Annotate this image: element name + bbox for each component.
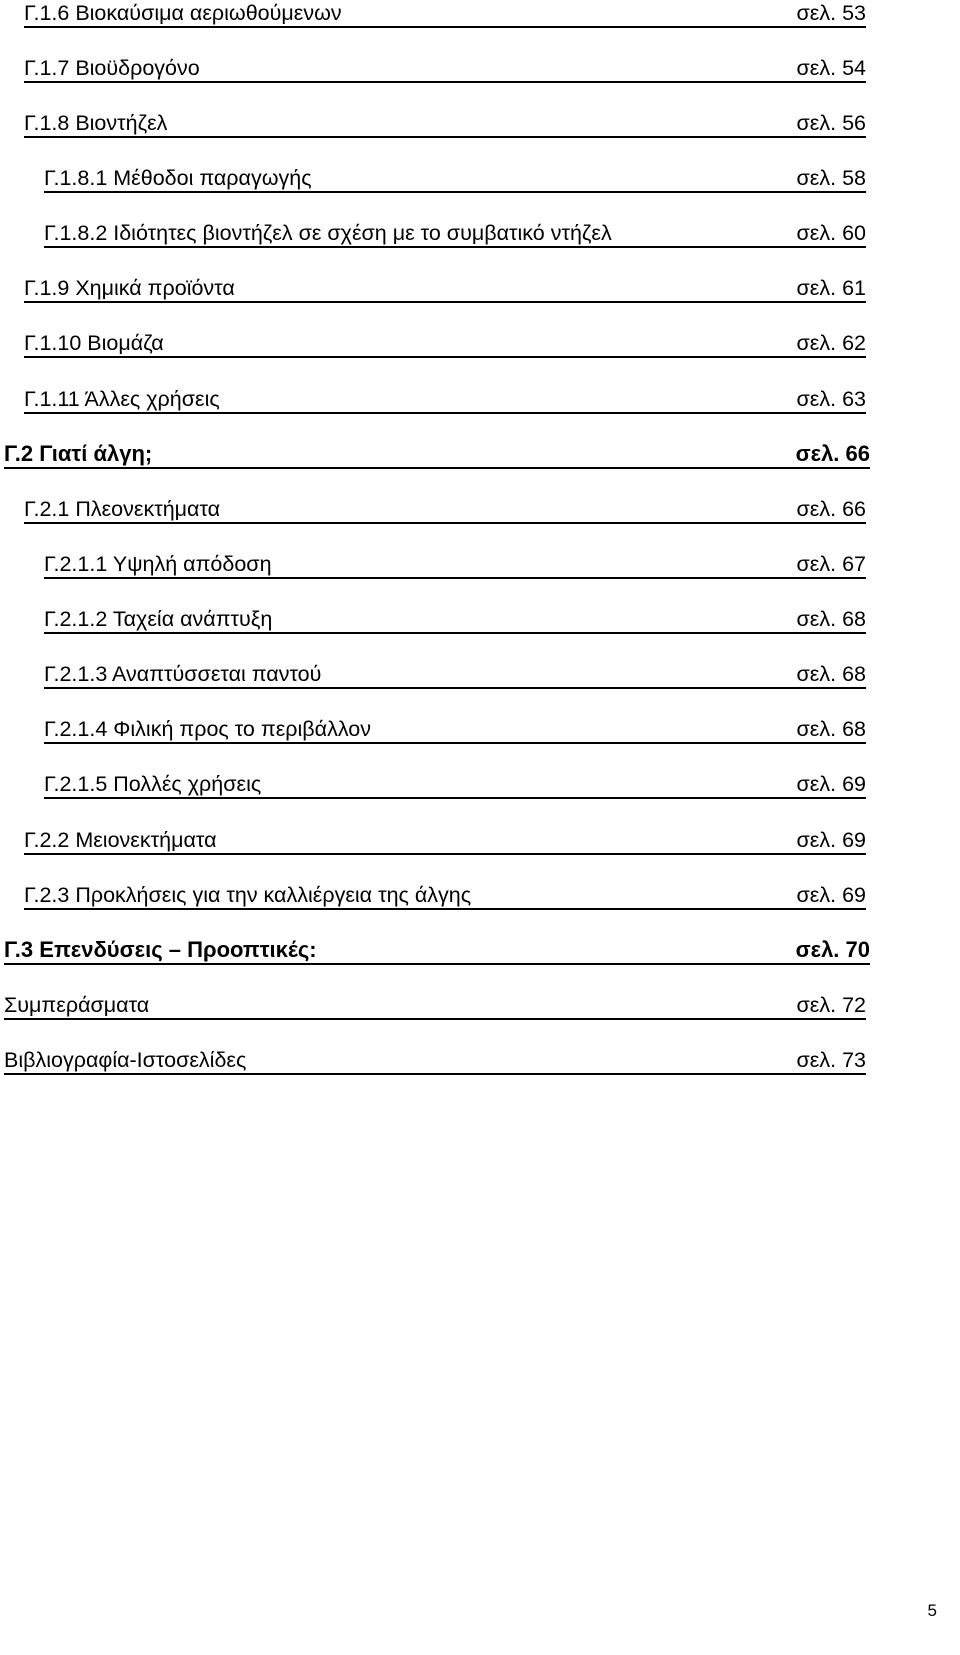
toc-entry-page: σελ. 69 [796, 771, 866, 796]
toc-entry-page: σελ. 63 [796, 386, 866, 411]
toc-entry-page: σελ. 67 [796, 551, 866, 576]
toc-entry-title: Γ.2.1.1 Υψηλή απόδοση [44, 551, 272, 576]
toc-entry-page: σελ. 72 [796, 992, 866, 1017]
toc-entry-title: Γ.1.8 Βιοντήζελ [24, 110, 168, 135]
toc-entry-title: Γ.1.8.1 Μέθοδοι παραγωγής [44, 165, 312, 190]
toc-entry-page: σελ. 68 [796, 606, 866, 631]
toc-entry-page: σελ. 58 [796, 165, 866, 190]
toc-entry-page: σελ. 69 [796, 882, 866, 907]
toc-entry [44, 541, 866, 579]
toc-entry [24, 872, 866, 910]
toc-entry-page: σελ. 66 [796, 496, 866, 521]
toc-entry-page: σελ. 56 [796, 110, 866, 135]
toc-entry [4, 982, 866, 1020]
toc-entry [44, 706, 866, 744]
toc-entry-title: Βιβλιογραφία-Ιστοσελίδες [4, 1047, 247, 1072]
toc-entry-title: Γ.2.1.2 Ταχεία ανάπτυξη [44, 606, 273, 631]
toc-entry-page: σελ. 61 [796, 275, 866, 300]
page-number: 5 [927, 1601, 937, 1620]
toc-entry-page: σελ. 62 [796, 330, 866, 355]
toc-entry-title: Γ.1.6 Βιοκαύσιμα αεριωθούμενων [24, 0, 342, 25]
toc-entry [24, 320, 866, 358]
toc-entry-title: Γ.1.7 Βιοϋδρογόνο [24, 55, 200, 80]
toc-entry-page: σελ. 68 [796, 716, 866, 741]
toc-entry [24, 817, 866, 855]
toc-entry-page: σελ. 69 [796, 827, 866, 852]
toc-entry [44, 210, 866, 248]
toc-entry [24, 376, 866, 414]
toc-entry-page: σελ. 73 [796, 1047, 866, 1072]
toc-entry-title: Γ.2.1.5 Πολλές χρήσεις [44, 771, 262, 796]
toc-entry-title: Γ.1.9 Χημικά προϊόντα [24, 275, 235, 300]
toc-entry-page: σελ. 60 [796, 220, 866, 245]
toc-entry [4, 927, 870, 965]
toc-entry-title: Συμπεράσματα [4, 992, 150, 1017]
toc-entry-page: σελ. 54 [796, 55, 866, 80]
toc-entry-title: Γ.2.1.3 Αναπτύσσεται παντού [44, 661, 322, 686]
toc-entry [4, 431, 870, 469]
toc-entry-page: σελ. 53 [796, 0, 866, 25]
toc-entry [44, 155, 866, 193]
toc-entry [44, 651, 866, 689]
toc-entry-title: Γ.1.10 Βιομάζα [24, 330, 164, 355]
toc-entry-title: Γ.1.8.2 Ιδιότητες βιοντήζελ σε σχέση με το συμβατικό ντήζελ [44, 220, 612, 245]
toc-entry-title: Γ.1.11 Άλλες χρήσεις [24, 386, 220, 411]
toc-entry-title: Γ.2 Γιατί άλγη; [4, 441, 153, 466]
toc-entry [44, 761, 866, 799]
toc-entry [24, 0, 866, 28]
toc-entry-title: Γ.2.1.4 Φιλική προς το περιβάλλον [44, 716, 371, 741]
toc-entry-page: σελ. 70 [795, 937, 870, 962]
toc-entry [24, 100, 866, 138]
toc-entry [4, 1037, 866, 1075]
toc-entry [44, 596, 866, 634]
toc-entry-title: Γ.2.1 Πλεονεκτήματα [24, 496, 221, 521]
toc-entry-page: σελ. 68 [796, 661, 866, 686]
toc-entry-title: Γ.2.2 Μειονεκτήματα [24, 827, 217, 852]
toc-entry [24, 45, 866, 83]
toc-entry [24, 486, 866, 524]
toc-entry [24, 265, 866, 303]
toc-entry-title: Γ.3 Επενδύσεις – Προοπτικές: [4, 937, 317, 962]
toc-entry-title: Γ.2.3 Προκλήσεις για την καλλιέργεια της άλγης [24, 882, 472, 907]
toc-entry-page: σελ. 66 [795, 441, 870, 466]
